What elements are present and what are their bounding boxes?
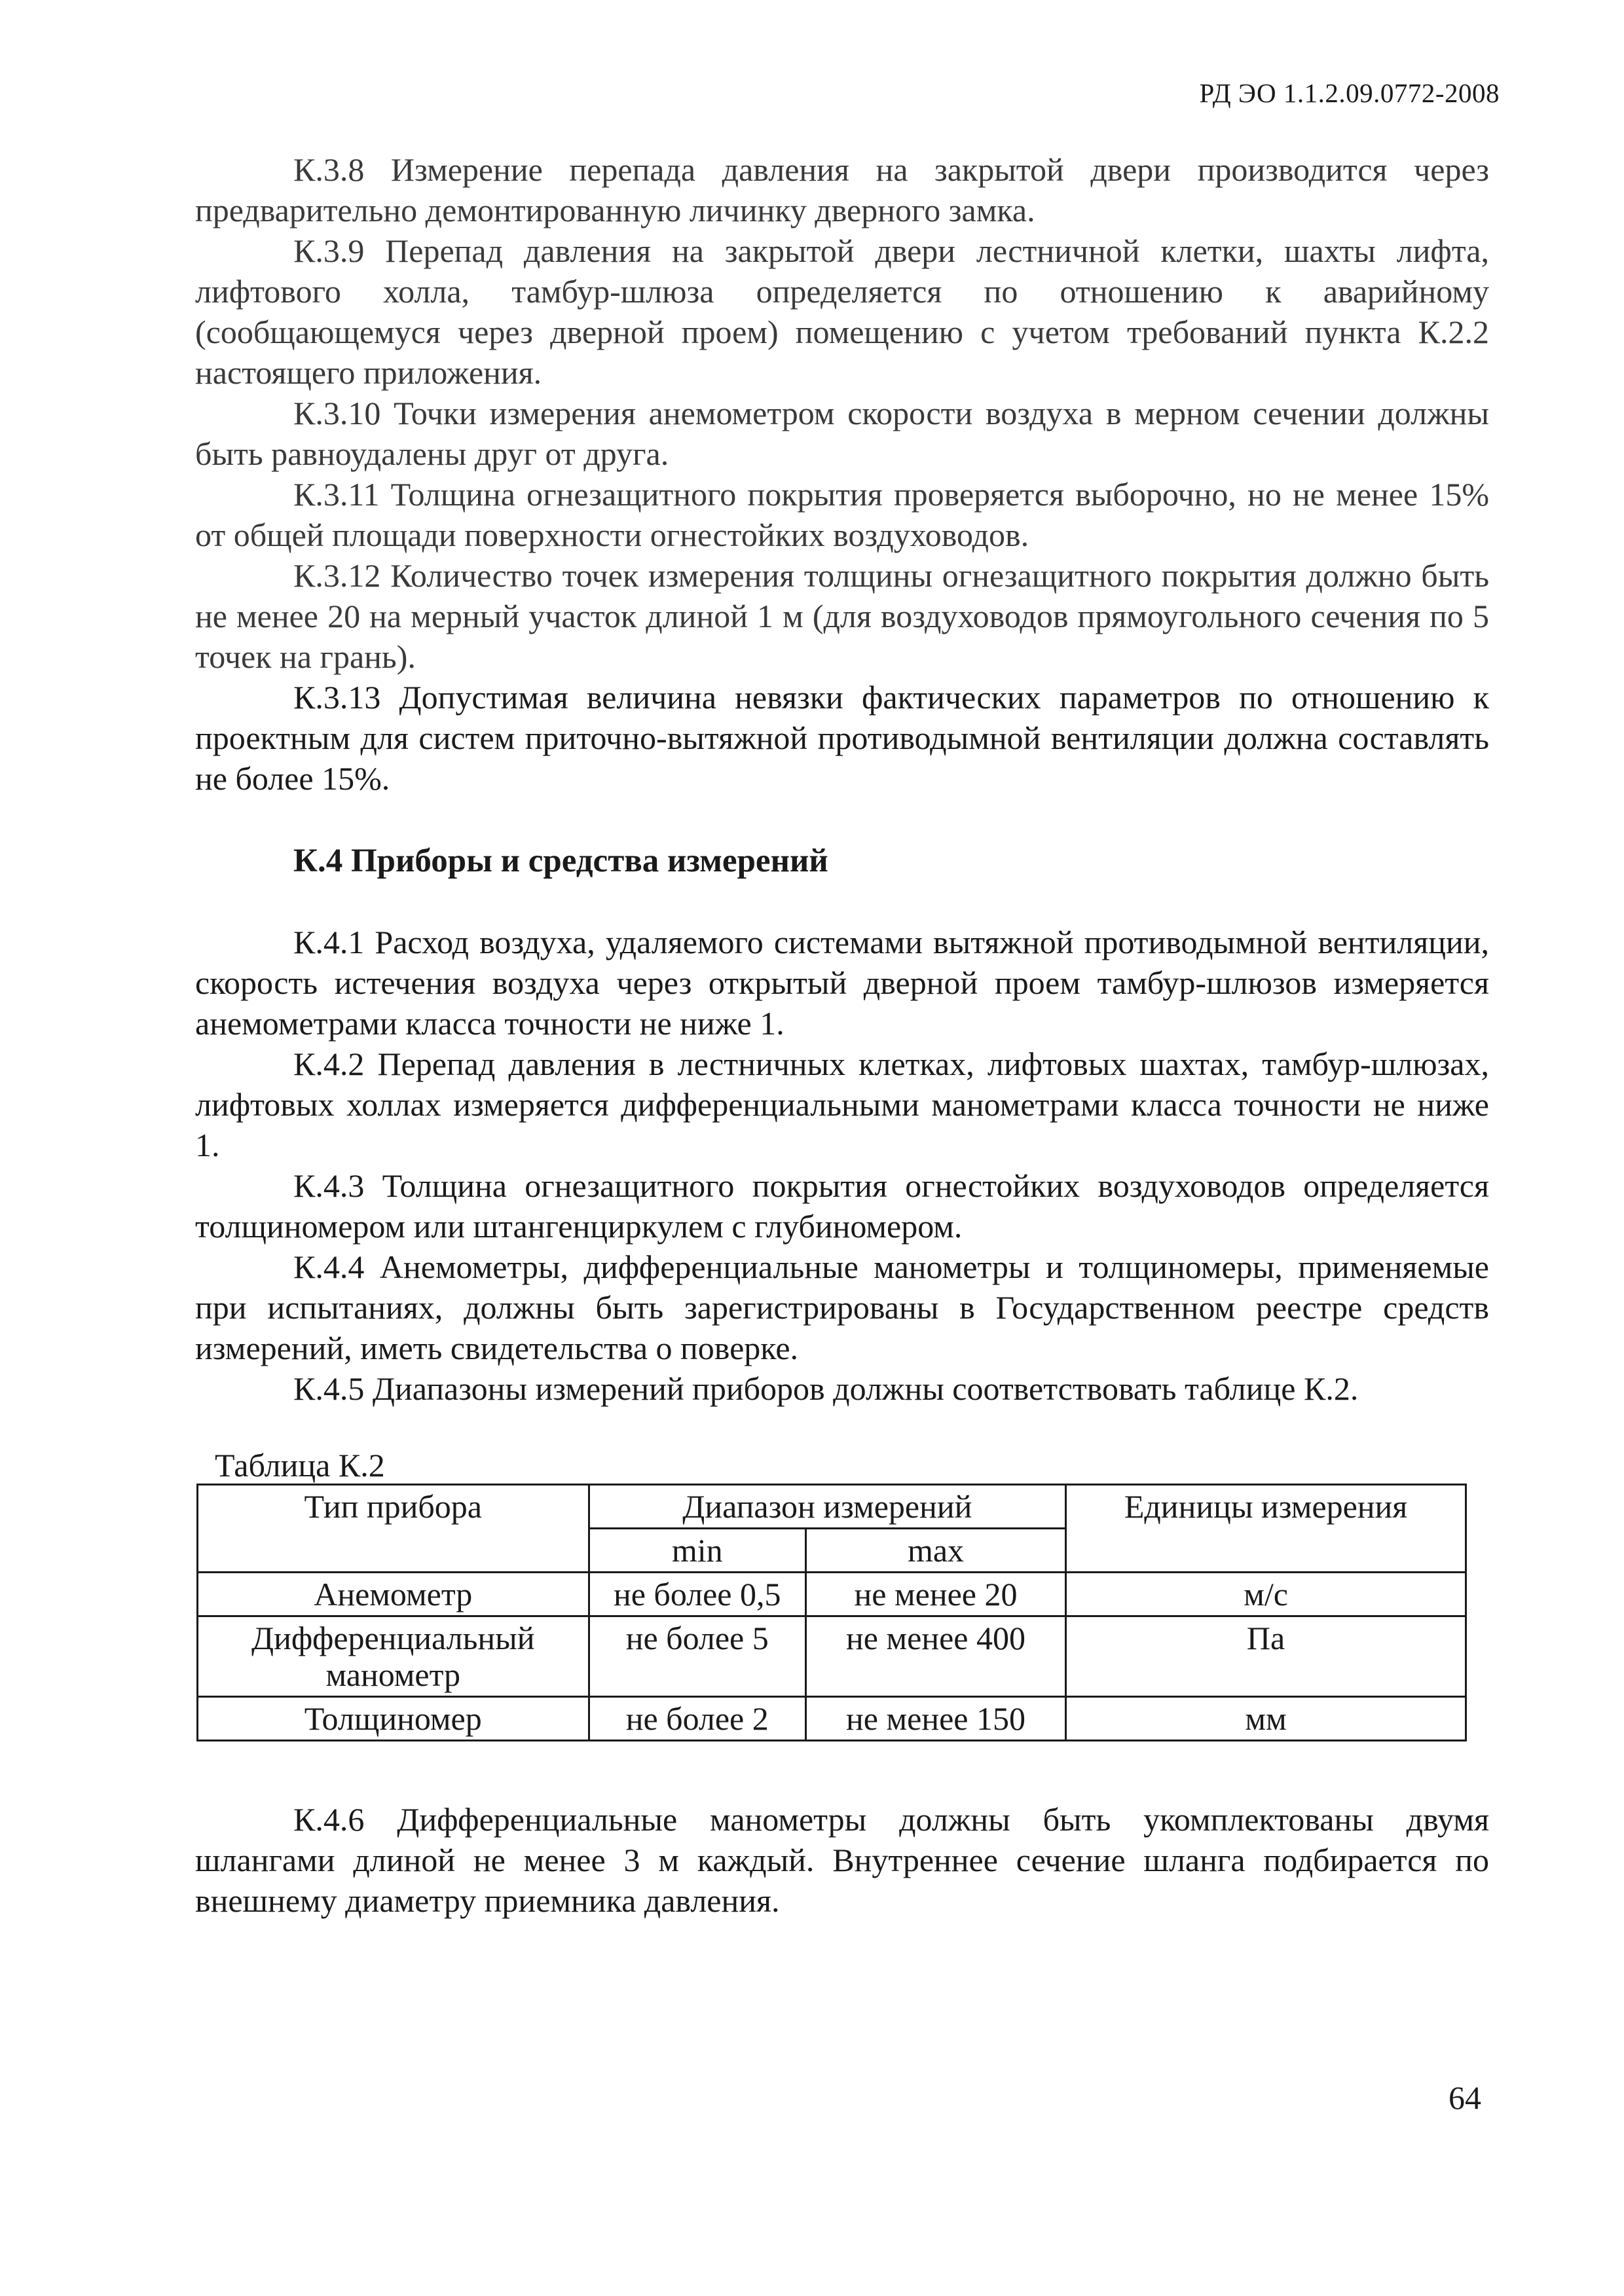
header-max: max	[805, 1529, 1065, 1573]
cell-type: Анемометр	[198, 1573, 589, 1616]
paragraph-k-3-10: К.3.10 Точки измерения анемометром скорости воздуха в мерном сечении должны быть равноудалены друг от друга.	[195, 395, 1489, 472]
header-instrument-type: Тип прибора	[198, 1485, 589, 1573]
instruments-table	[196, 1484, 1467, 1741]
cell-units: м/с	[1066, 1573, 1466, 1616]
cell-units: Па	[1066, 1616, 1466, 1697]
page-content	[195, 149, 1489, 1921]
paragraph-k-3-11: К.3.11 Толщина огнезащитного покрытия проверяется выборочно, но не менее 15% от общей площади поверхности огнестойких воздуховодов.	[195, 476, 1489, 553]
table-header-row	[198, 1485, 1466, 1529]
document-code: РД ЭО 1.1.2.09.0772-2008	[1199, 78, 1500, 108]
paragraph-k-3-9: К.3.9 Перепад давления на закрытой двери лестничной клетки, шахты лифта, лифтового холла, тамбур-шлюза определяется по отношению к аварийному (сообщающемуся через дверной проем) помещению с учетом требований пункта К.2.2 настоящего приложения.	[195, 232, 1489, 391]
paragraph-k-4-4: К.4.4 Анемометры, дифференциальные манометры и толщиномеры, применяемые при испытаниях, должны быть зарегистрированы в Государственном реестре средств измерений, иметь свидетельства о поверке.	[195, 1248, 1489, 1366]
paragraph-k-4-3: К.4.3 Толщина огнезащитного покрытия огнестойких воздуховодов определяется толщиномером или штангенциркулем с глубиномером.	[195, 1167, 1489, 1245]
cell-min: не более 0,5	[589, 1573, 805, 1616]
section-heading: К.4 Приборы и средства измерений	[293, 843, 828, 879]
cell-min: не более 5	[589, 1616, 805, 1697]
cell-max: не менее 400	[805, 1616, 1065, 1697]
header-measurement-range: Диапазон измерений	[589, 1485, 1066, 1529]
paragraph-k-3-12: К.3.12 Количество точек измерения толщины огнезащитного покрытия должно быть не менее 20 на мерный участок длиной 1 м (для воздуховодов прямоугольного сечения по 5 точек на грань).	[195, 557, 1489, 675]
table-row	[198, 1616, 1466, 1697]
cell-type: Дифференциальный манометр	[198, 1616, 589, 1697]
table-caption: Таблица К.2	[215, 1447, 385, 1484]
cell-max: не менее 150	[805, 1697, 1065, 1741]
paragraph-k-4-5: К.4.5 Диапазоны измерений приборов должны соответствовать таблице К.2.	[293, 1370, 1359, 1407]
cell-max: не менее 20	[805, 1573, 1065, 1616]
paragraph-k-4-2: К.4.2 Перепад давления в лестничных клетках, лифтовых шахтах, тамбур-шлюзах, лифтовых холлах измеряется дифференциальными манометрами класса точности не ниже 1.	[195, 1046, 1489, 1163]
table-row	[198, 1697, 1466, 1741]
paragraph-k-4-6: К.4.6 Дифференциальные манометры должны быть укомплектованы двумя шлангами длиной не менее 3 м каждый. Внутреннее сечение шланга подбирается по внешнему диаметру приемника давления.	[195, 1801, 1489, 1919]
cell-type: Толщиномер	[198, 1697, 589, 1741]
paragraph-k-3-8: К.3.8 Измерение перепада давления на закрытой двери производится через предварительно демонтированную личинку дверного замка.	[195, 151, 1489, 228]
paragraph-k-3-13: К.3.13 Допустимая величина невязки фактических параметров по отношению к проектным для систем приточно-вытяжной противодымной вентиляции должна составлять не более 15%.	[195, 679, 1489, 797]
cell-min: не более 2	[589, 1697, 805, 1741]
paragraph-k-4-1: К.4.1 Расход воздуха, удаляемого системами вытяжной противодымной вентиляции, скорость истечения воздуха через открытый дверной проем тамбур-шлюзов измеряется анемометрами класса точности не ниже 1.	[195, 924, 1489, 1042]
page-number: 64	[1449, 2079, 1481, 2116]
table-row	[198, 1573, 1466, 1616]
header-units: Единицы измерения	[1066, 1485, 1466, 1573]
cell-units: мм	[1066, 1697, 1466, 1741]
header-min: min	[589, 1529, 805, 1573]
